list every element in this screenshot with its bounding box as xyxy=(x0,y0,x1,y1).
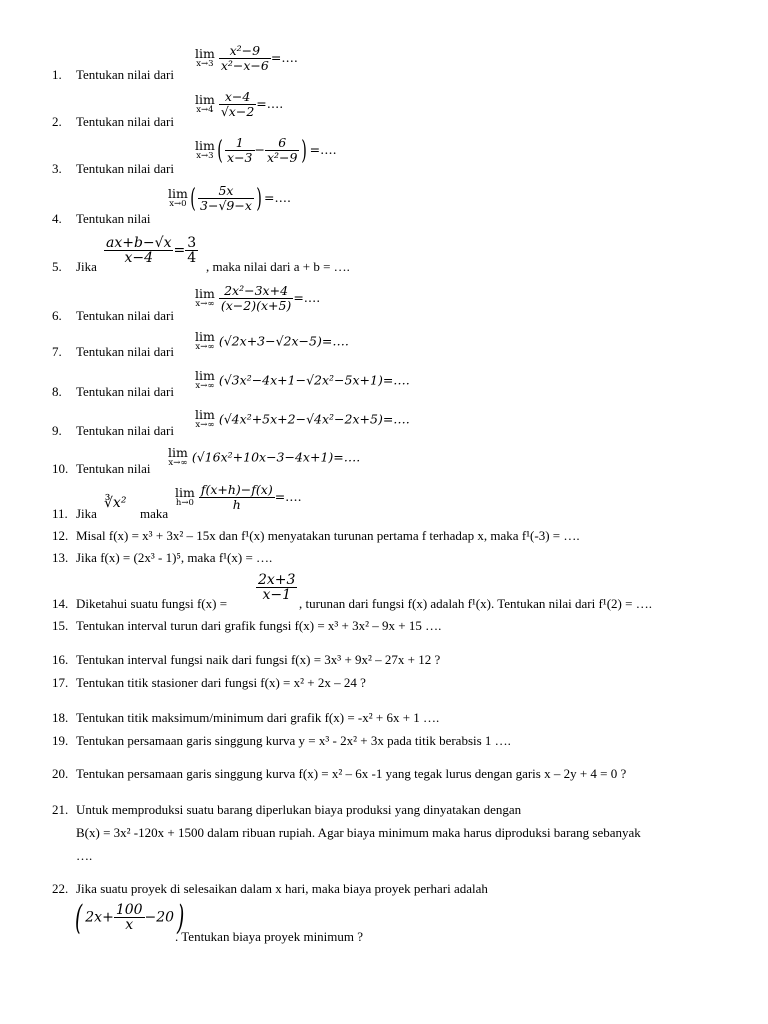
question-17: 17. Tentukan titik stasioner dari fungsi f(x) = x² + 2x – 24 ? xyxy=(52,675,366,690)
question-20: 20. Tentukan persamaan garis singgung kurva f(x) = x² – 6x -1 yang tegak lurus dengan garis x – 2y + 4 = 0 ? xyxy=(52,766,627,781)
fraction: $\frac{f(x+h)-f(x)}{h}$ xyxy=(200,482,273,512)
question-22-line2: . Tentukan biaya proyek minimum ? xyxy=(175,929,364,944)
limit-operator: lim x→∞ xyxy=(195,407,215,430)
q3-formula: lim x→3 ( $\frac{1}{x-3}$ − $\frac{6}{\text{x²−9}}$ ) =…. xyxy=(195,135,337,166)
fraction: $\frac{ax+b-√x}{x-4}$ xyxy=(106,235,172,266)
q8-formula: lim x→∞ (√3x²−4x+1−√2x²−5x+1)=…. xyxy=(195,368,410,391)
q7-formula: lim x→∞ (√2x+3−√2x−5)=…. xyxy=(195,329,349,352)
q10-formula: lim x→∞ (√16x²+10x−3−4x+1)=…. xyxy=(168,445,361,468)
question-16: 16. Tentukan interval fungsi naik dari fungsi f(x) = 3x³ + 9x² – 27x + 12 ? xyxy=(52,652,441,667)
limit-operator: lim x→∞ xyxy=(195,285,215,309)
q11-formula: lim h→0 $\frac{f(x+h)-f(x)}{h}$ =…. xyxy=(175,482,302,512)
question-14: 14. Diketahui suatu fungsi f(x) = xyxy=(52,596,228,611)
question-21-line3: …. xyxy=(76,848,93,863)
q1-formula: lim x→3 $\frac{\text{x²−9}}{\text{x²−x−6}}$ =…. xyxy=(195,43,298,73)
limit-operator: lim x→∞ xyxy=(195,329,215,352)
question-12: 12. Misal f(x) = x³ + 3x² – 15x dan f¹(x) menyatakan turunan pertama f terhadap x, maka f¹(-3) = …. xyxy=(52,528,580,543)
q5-formula: $\frac{ax+b-√x}{x-4}$ = $\frac{3}{4}$ xyxy=(106,235,197,266)
question-6: 6. Tentukan nilai dari xyxy=(52,308,175,323)
limit-operator: lim x→4 xyxy=(195,91,215,115)
q9-formula: lim x→∞ (√4x²+5x+2−√4x²−2x+5)=…. xyxy=(195,407,410,430)
fraction: $\frac{1}{x-3}$ xyxy=(227,135,253,165)
question-9: 9. Tentukan nilai dari xyxy=(52,423,175,438)
fraction: $\frac{2x+3}{x-1}$ xyxy=(258,572,296,603)
question-5-tail: , maka nilai dari a + b = …. xyxy=(206,259,350,274)
question-5: 5. Jika xyxy=(52,259,97,274)
fraction: $\frac{\text{2x²−3x+4}}{(x-2)(x+5)}$ xyxy=(220,283,292,313)
limit-operator: lim x→∞ xyxy=(168,445,188,468)
fraction: $\frac{\text{x²−9}}{\text{x²−x−6}}$ xyxy=(220,43,269,73)
limit-operator: lim x→∞ xyxy=(195,368,215,391)
question-21-line2: B(x) = 3x² -120x + 1500 dalam ribuan rupiah. Agar biaya minimum maka harus diproduksi barang sebanyak xyxy=(76,825,641,840)
fraction: $\frac{3}{4}$ xyxy=(187,235,197,266)
question-1: 1. Tentukan nilai dari xyxy=(52,67,175,82)
question-13: 13. Jika f(x) = (2x³ - 1)⁵, maka f¹(x) = …. xyxy=(52,550,273,565)
question-21: 21. Untuk memproduksi suatu barang diperlukan biaya produksi yang dinyatakan dengan xyxy=(52,802,522,817)
question-18: 18. Tentukan titik maksimum/minimum dari grafik f(x) = -x² + 6x + 1 …. xyxy=(52,710,440,725)
limit-operator: lim h→0 xyxy=(175,484,195,508)
limit-operator: lim x→3 xyxy=(195,45,215,69)
q11-root: ∛x² xyxy=(104,495,127,511)
question-8: 8. Tentukan nilai dari xyxy=(52,384,175,399)
q14-formula xyxy=(256,573,297,602)
q4-formula: lim x→0 ( $\frac{5x}{3-√9-x}$ ) =…. xyxy=(168,183,291,214)
question-14-tail: , turunan dari fungsi f(x) adalah f¹(x). Tentukan nilai dari f¹(2) = …. xyxy=(299,596,652,611)
limit-operator: lim x→3 xyxy=(195,137,215,161)
question-10: 10. Tentukan nilai xyxy=(52,461,151,476)
question-11: 11. Jika xyxy=(52,506,97,521)
question-22: 22. Jika suatu proyek di selesaikan dalam x hari, maka biaya proyek perhari adalah xyxy=(52,881,488,896)
fraction: $\frac{5x}{3-√9-x}$ xyxy=(200,183,252,213)
question-7: 7. Tentukan nilai dari xyxy=(52,344,175,359)
question-3: 3. Tentukan nilai dari xyxy=(52,161,175,176)
question-4: 4. Tentukan nilai xyxy=(52,211,151,226)
question-11-maka: maka xyxy=(140,506,169,521)
q2-formula: lim x→4 $\frac{x-4}{√x-2}$ =…. xyxy=(195,89,284,119)
question-2: 2. Tentukan nilai dari xyxy=(52,114,175,129)
limit-operator: lim x→0 xyxy=(168,185,188,209)
q22-formula: ( 2x+ $\frac{100}{x}$ −20) xyxy=(74,897,185,938)
fraction: $\frac{6}{\text{x²−9}}$ xyxy=(266,135,298,165)
question-19: 19. Tentukan persamaan garis singgung kurva y = x³ - 2x² + 3x pada titik berabsis 1 …. xyxy=(52,733,511,748)
fraction: $\frac{100}{x}$ xyxy=(115,902,143,933)
question-15: 15. Tentukan interval turun dari grafik fungsi f(x) = x³ + 3x² – 9x + 15 …. xyxy=(52,618,442,633)
q6-formula: lim x→∞ $\frac{\text{2x²−3x+4}}{(x-2)(x+5)}$ =…. xyxy=(195,283,321,313)
fraction: $\frac{x-4}{√x-2}$ xyxy=(220,89,255,119)
